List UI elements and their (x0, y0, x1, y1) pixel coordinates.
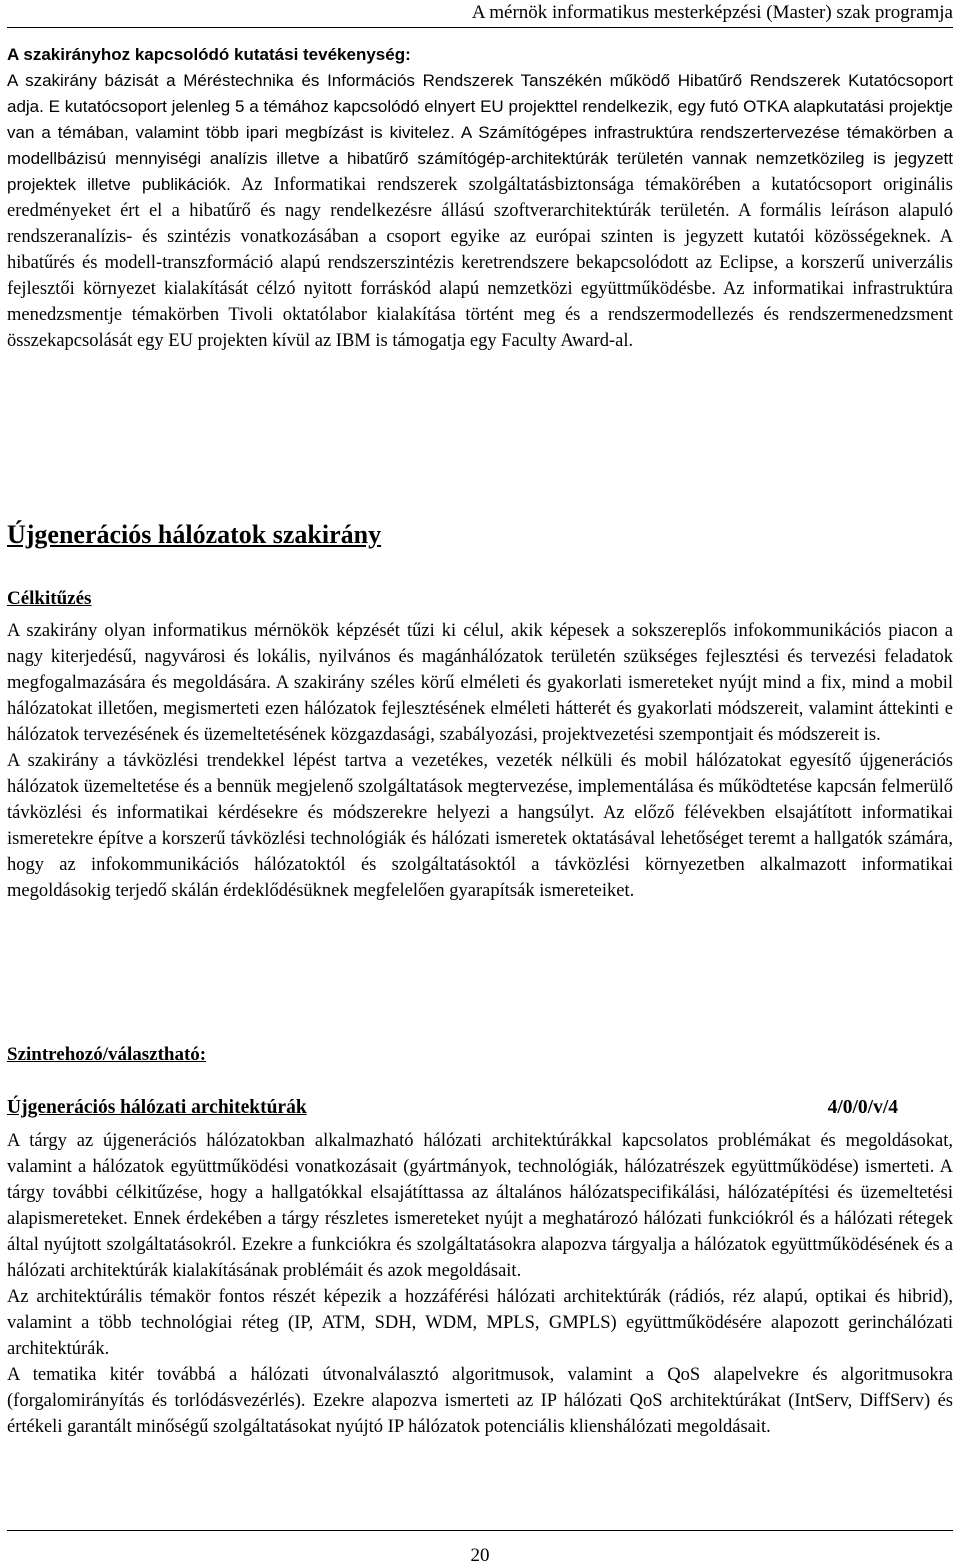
course-description (7, 1128, 953, 1440)
goal-heading: Célkitűzés (7, 588, 92, 609)
goal-paragraph-2: A szakirány a távközlési trendekkel lépést tartva a vezetékes, vezeték nélküli és mobil hálózatokat egyesítő újgenerációs hálózatok üzemeltetése és a bennük megjelenő szolgáltatások megtervezése, implementálása és működtetése kapcsán felmerülő távközlési és informatikai kérdésekre és módszerekre helyezi a hangsúlyt. Az előző félévekben elsajátított informatikai ismeretekre építve a korszerű távközlési technológiák és hálózati ismeretek oktatásával lehetőséget teremt a hallgatók számára, hogy az infokommunikációs hálózatoktól és szolgáltatásoktól a távközlési környezetben alkalmazott informatikai megoldásokig terjedő skálán érdeklődésüknek megfelelően gyarapítsák ismereteiket. (7, 751, 953, 901)
course-paragraph-3: A tematika kitér továbbá a hálózati útvonalválasztó algoritmusok, valamint a QoS alapelvekre és algoritmusokra (forgalomirányítás és torlódásvezérlés). Ezekre alapozva ismerteti az IP hálózati QoS architektúrákat (IntServ, DiffServ) és értékeli garantált minőségű szolgáltatásokat nyújtó IP hálózatok potenciális klienshálózati megoldásait. (7, 1365, 953, 1437)
course-paragraph-2: Az architektúrális témakör fontos részét képezik a hozzáférési hálózati architektúrák (rádiós, réz alapú, optikai és hibrid), valamint a több technológiai réteg (IP, ATM, SDH, WDM, MPLS, GMPLS) együttműködésére alapozott gerinchálózati architektúrák. (7, 1287, 953, 1359)
goal-section (7, 618, 953, 904)
research-text-sans: A szakirány bázisát a Méréstechnika és Információs Rendszerek Tanszékén működő Hibatűrő Rendszerek Kutatócsoport adja. E kutatócsoport jelenleg 5 a témához kapcsolódó elnyert EU projekttel rendelkezik, egy futó OTKA alapkutatási projektje van a témában, valamint több ipari megbízást is kivitelez. A Számítógépes infrastruktúra rendszertervezése témakörben a modellbázisú mennyiségi analízis illetve a hibatűrő számítógép-architektúrák területén vannak nemzetközileg is jegyzett projektek illetve publikációk. (7, 71, 953, 194)
goal-paragraph-1: A szakirány olyan informatikus mérnökök képzését tűzi ki célul, akik képesek a sokszereplős infokommunikációs piacon a nagy kiterjedésű, nagyvárosi és lokális, nyilvános és magánhálózatok területén szükséges fejlesztési és tervezési feladatok megfogalmazására és megoldására. A szakirány széles körű elméleti és gyakorlati ismereteket nyújt mind a fix, mind a mobil hálózatokat illetően, megismerteti ezen hálózatok fejlesztésének elméleti hátterét és gyakorlati módszereit, valamint áttekinti e hálózatok tervezésének és üzemeltetésének közgazdasági, szabályozási, projektvezetési szempontjait és módszereit is. (7, 621, 953, 745)
section-title: Újgenerációs hálózatok szakirány (7, 520, 382, 549)
research-heading: A szakirányhoz kapcsolódó kutatási tevékenység: (7, 45, 411, 64)
footer-divider (7, 1530, 953, 1531)
research-section (7, 42, 953, 354)
course-title: Újgenerációs hálózati architektúrák (7, 1097, 307, 1118)
course-paragraph-1: A tárgy az újgenerációs hálózatokban alkalmazható hálózati architektúrákkal kapcsolatos problémákat és megoldásokat, valamint a hálózatok együttműködési vonatkozásait (gyártmányok, technológiák, hálózatrészek együttműködése) ismerteti. A tárgy további célkitűzése, hogy a hallgatókkal elsajátíttassa az általános hálózatspecifikálási, hálózatépítési és üzemeltetési alapismereteket. Ennek érdekében a tárgy részletes ismereteket nyújt a meghatározó hálózati funkciókról és a hálózati rétegek által nyújtott szolgáltatásokról. Ezekre a funkciókra és szolgáltatásokra alapozva tárgyalja a hálózatok együttműködésének és a hálózati architektúrák kialakításának problémáit és azok megoldásait. (7, 1131, 953, 1281)
course-code: 4/0/0/v/4 (827, 1097, 898, 1118)
course-header (7, 1097, 898, 1123)
page-number: 20 (470, 1545, 490, 1566)
research-paragraph (7, 68, 953, 354)
header-title: A mérnök informatikus mesterképzési (Master) szak programja (471, 2, 953, 23)
page-header (7, 0, 953, 28)
elective-heading: Szintrehozó/választható: (7, 1044, 207, 1065)
research-text-serif: Az Informatikai rendszerek szolgáltatásbiztonsága témakörében a kutatócsoport originális eredményeket ért el a hibatűrő és nagy rendelkezésre állású szoftverarchitektúrák területén. A formális leíráson alapuló rendszeranalízis- és szintézis vonatkozásában a csoport egyike az európai szinten is jegyzett kutatói közösségeknek. A hibatűrés és modell-transzformáció alapú rendszerszintézis keretrendszere bekapcsolódott az Eclipse, a korszerű univerzális fejlesztői környezet kialakítását célzó nyitott forráskód alapú nemzetközi együttműködésbe. Az informatikai infrastruktúra menedzsmentje témakörben Tivoli oktatólabor kialakítása történt meg és a rendszermodellezés és rendszermenedzsment összekapcsolását egy EU projekten kívül az IBM is támogatja egy Faculty Award-al. (7, 175, 953, 351)
